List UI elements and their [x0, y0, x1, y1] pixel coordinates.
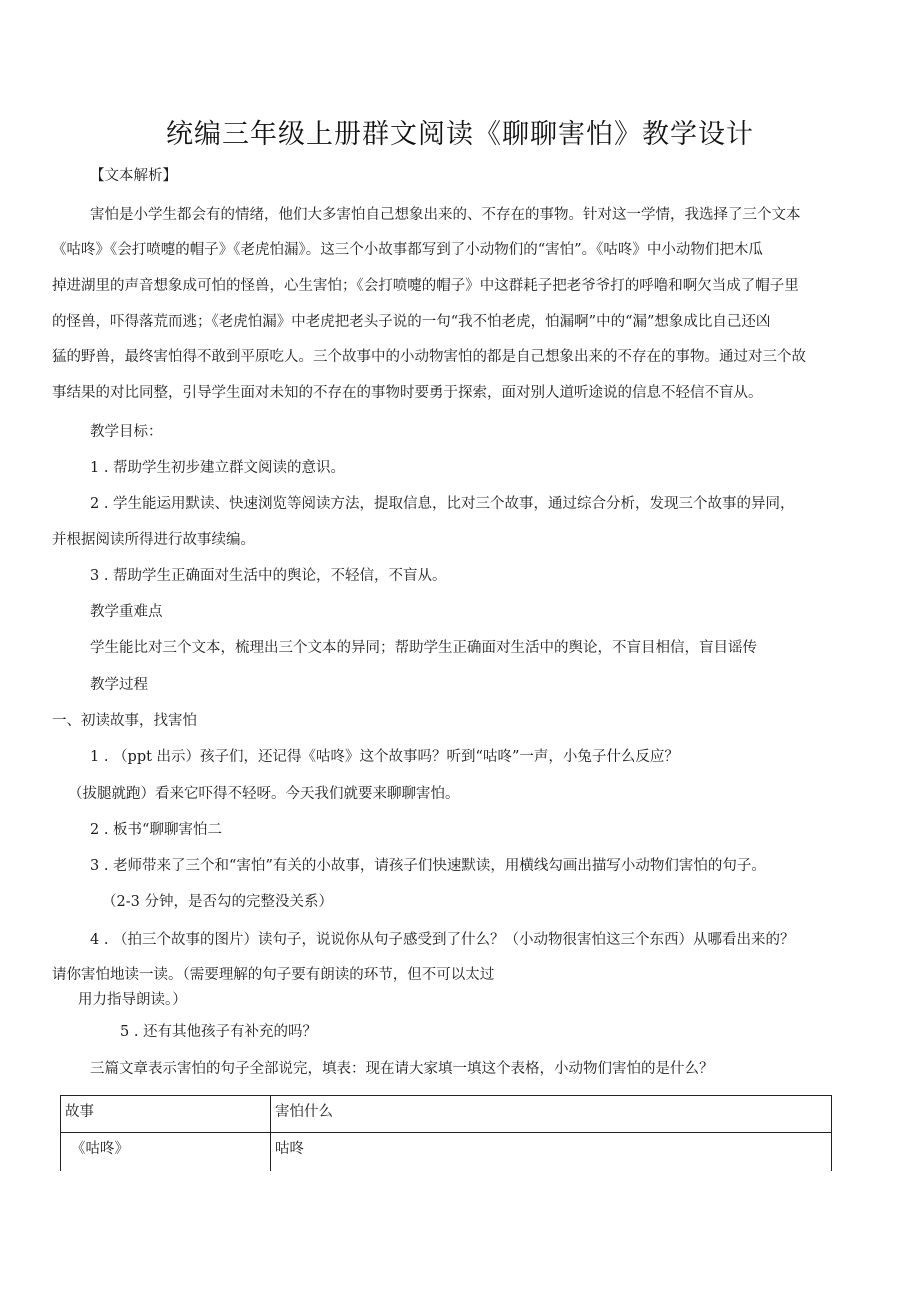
analysis-line: 害怕是小学生都会有的情绪，他们大多害怕自己想象出来的、不存在的事物。针对这一学情，我选择了三个文本 — [90, 207, 801, 223]
section-header-process: 教学过程 — [90, 677, 148, 693]
document-title: 统编三年级上册群文阅读《聊聊害怕》教学设计 — [166, 119, 754, 150]
section-header-goals: 教学目标： — [90, 424, 163, 440]
table-cell: 《咕咚》 — [61, 1133, 271, 1172]
fear-table — [60, 1095, 832, 1171]
difficulty-text: 学生能比对三个文本，梳理出三个文本的异同；帮助学生正确面对生活中的舆论，不盲目相信，盲目谣传 — [90, 640, 757, 656]
goal-item: 2 . 学生能运用默读、快速浏览等阅读方法，提取信息，比对三个故事，通过综合分析，发现三个故事的异同， — [90, 496, 795, 512]
analysis-line: 的怪兽，吓得落荒而逃；《老虎怕漏》中老虎把老头子说的一句“我不怕老虎，怕漏啊”中的“漏”想象成比自己还凶 — [52, 314, 771, 330]
section-header-difficulty: 教学重难点 — [90, 604, 163, 620]
step-line: 1 . （ppt 出示）孩子们，还记得《咕咚》这个故事吗？听到“咕咚”一声，小兔子什么反应？ — [90, 749, 679, 765]
goal-item: 并根据阅读所得进行故事续编。 — [52, 532, 255, 548]
table-header-cell: 故事 — [61, 1096, 271, 1133]
table-row — [61, 1133, 832, 1172]
analysis-line: 猛的野兽，最终害怕得不敢到平原吃人。三个故事中的小动物害怕的都是自己想象出来的不存在的事物。通过对三个故 — [52, 349, 806, 365]
step-line: 请你害怕地读一读。（需要理解的句子要有朗读的环节，但不可以太过 — [52, 967, 495, 983]
step-line: 4 . （拍三个故事的图片）读句子，说说你从句子感受到了什么？（小动物很害怕这三个东西）从哪看出来的？ — [90, 932, 795, 948]
goal-item: 3 . 帮助学生正确面对生活中的舆论，不轻信，不盲从。 — [90, 568, 447, 584]
table-cell: 咕咚 — [271, 1133, 832, 1172]
part-header: 一、初读故事，找害怕 — [52, 713, 197, 729]
table-header-row — [61, 1096, 832, 1133]
section-header-analysis: 【文本解析】 — [90, 168, 177, 184]
step-line: 三篇文章表示害怕的句子全部说完，填表：现在请大家填一填这个表格，小动物们害怕的是什么？ — [90, 1061, 714, 1077]
step-line: 用力指导朗读。） — [78, 992, 187, 1008]
step-line: 3 . 老师带来了三个和“害怕”有关的小故事，请孩子们快速默读，用横线勾画出描写小动物们害怕的句子。 — [90, 858, 766, 874]
step-line: 2 . 板书“聊聊害怕二 — [90, 822, 222, 838]
step-line: 5 . 还有其他孩子有补充的吗？ — [120, 1024, 318, 1040]
analysis-line: 《咕咚》《会打喷嚏的帽子》《老虎怕漏》。这三个小故事都写到了小动物们的“害怕”。《咕咚》中小动物们把木瓜 — [52, 242, 763, 258]
table-header-cell: 害怕什么 — [271, 1096, 832, 1133]
step-line: （2-3 分钟，是否勾的完整没关系） — [102, 894, 333, 910]
goal-item: 1 . 帮助学生初步建立群文阅读的意识。 — [90, 460, 346, 476]
analysis-line: 事结果的对比同整，引导学生面对未知的不存在的事物时要勇于探索，面对别人道听途说的信息不轻信不盲从。 — [52, 385, 763, 401]
analysis-line: 掉进湖里的声音想象成可怕的怪兽，心生害怕；《会打喷嚏的帽子》中这群耗子把老爷爷打的呼噜和啊欠当成了帽子里 — [52, 278, 799, 294]
step-line: （拔腿就跑）看来它吓得不轻呀。今天我们就要来聊聊害怕。 — [68, 786, 460, 802]
